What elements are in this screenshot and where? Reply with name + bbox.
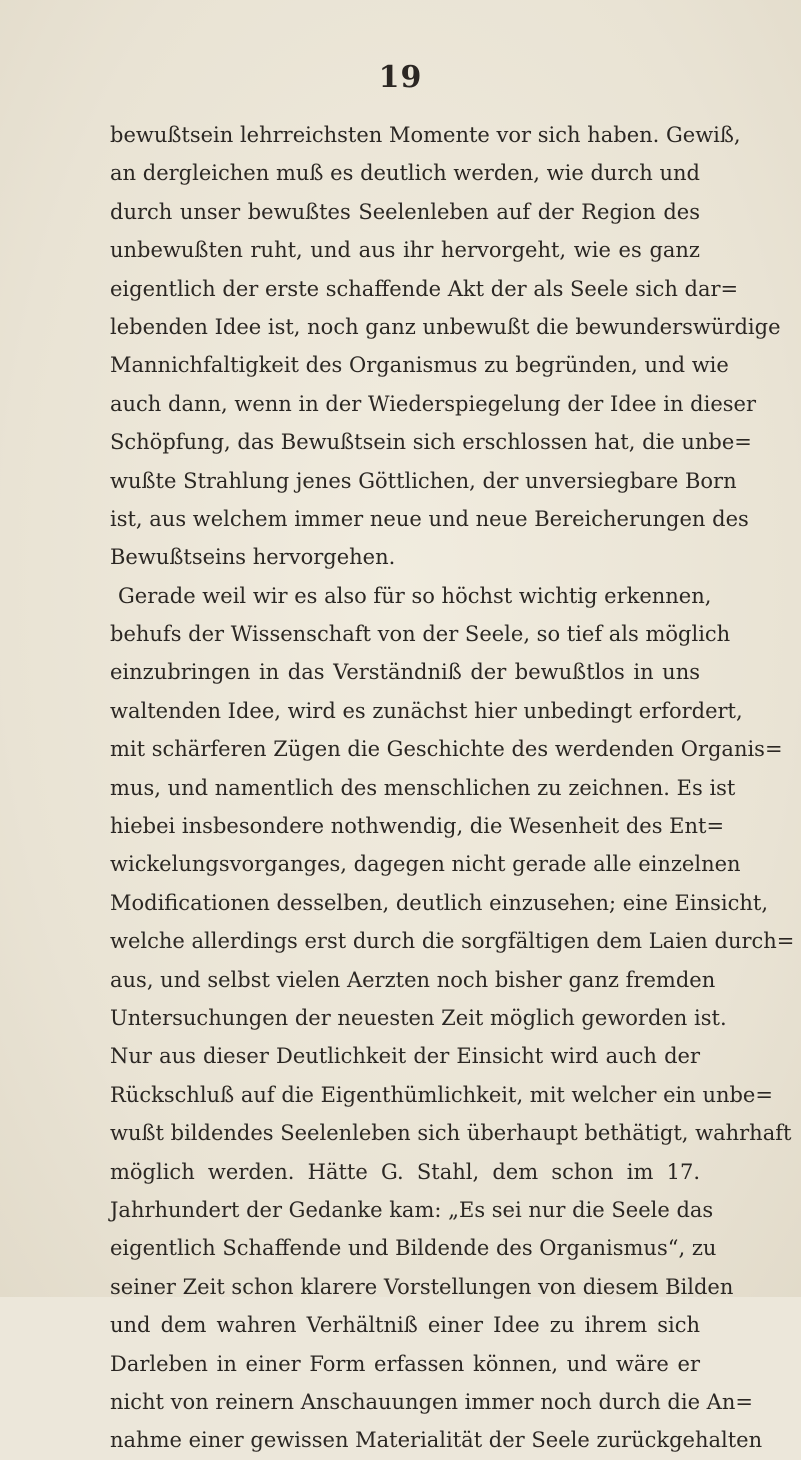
text-line: möglich werden. Hätte G. Stahl, dem schon im 17.	[110, 1159, 700, 1184]
text-line: durch unser bewußtes Seelenleben auf der Region des	[110, 199, 700, 224]
text-line: bewußtsein lehrreichsten Momente vor sich haben. Gewiß,	[110, 123, 741, 147]
text-line: wußt bildendes Seelenleben sich überhaupt bethätigt, wahrhaft	[110, 1121, 792, 1146]
text-line: behufs der Wissenschaft von der Seele, so tief als möglich	[110, 622, 731, 647]
text-line: aus, und selbst vielen Aerzten noch bisher ganz fremden	[110, 967, 716, 992]
text-line: waltenden Idee, wird es zunächst hier unbedingt erfordert,	[110, 698, 743, 723]
text-line: Schöpfung, das Bewußtsein sich erschlossen hat, die unbe=	[110, 430, 752, 455]
text-line: wickelungsvorganges, dagegen nicht gerade alle einzelnen	[110, 852, 741, 877]
text-line: ist, aus welchem immer neue und neue Bereicherungen des	[110, 506, 749, 531]
text-line: seiner Zeit schon klarere Vorstellungen von diesem Bilden	[110, 1274, 734, 1299]
text-line: unbewußten ruht, und aus ihr hervorgeht, wie es ganz	[110, 238, 700, 263]
text-line: Bewußtseins hervorgehen.	[110, 545, 396, 570]
body-text	[110, 116, 795, 1460]
text-line: auch dann, wenn in der Wiederspiegelung der Idee in dieser	[110, 391, 756, 416]
text-line: eigentlich Schaffende und Bildende des Organismus“, zu	[110, 1236, 717, 1261]
text-line: hiebei insbesondere nothwendig, die Wesenheit des Ent=	[110, 814, 725, 839]
text-line: Mannichfaltigkeit des Organismus zu begründen, und wie	[110, 353, 729, 378]
page-number: 19	[378, 60, 423, 95]
text-line: an dergleichen muß es deutlich werden, wie durch und	[110, 161, 700, 186]
text-line: Jahrhundert der Gedanke kam: „Es sei nur die Seele das	[110, 1197, 714, 1222]
text-line: lebenden Idee ist, noch ganz unbewußt die bewunderswürdige	[110, 314, 781, 339]
text-line: Gerade weil wir es also für so höchst wichtig erkennen,	[118, 583, 712, 608]
text-line: Rückschluß auf die Eigenthümlichkeit, mit welcher ein unbe=	[110, 1082, 773, 1107]
text-line: Untersuchungen der neuesten Zeit möglich geworden ist.	[110, 1005, 727, 1030]
text-line: Darleben in einer Form erfassen können, und wäre er	[110, 1351, 700, 1376]
text-line: eigentlich der erste schaffende Akt der als Seele sich dar=	[110, 276, 739, 301]
text-line: mus, und namentlich des menschlichen zu zeichnen. Es ist	[110, 775, 736, 800]
text-line: wußte Strahlung jenes Göttlichen, der unversiegbare Born	[110, 468, 737, 493]
text-line: einzubringen in das Verständniß der bewußtlos in uns	[110, 660, 700, 685]
text-line: und dem wahren Verhältniß einer Idee zu ihrem sich	[110, 1313, 700, 1338]
text-line: welche allerdings erst durch die sorgfältigen dem Laien durch=	[110, 929, 795, 954]
text-line: Modificationen desselben, deutlich einzusehen; eine Einsicht,	[110, 890, 769, 915]
text-line: Nur aus dieser Deutlichkeit der Einsicht wird auch der	[110, 1044, 700, 1069]
text-line: nahme einer gewissen Materialität der Seele zurückgehalten	[110, 1428, 763, 1453]
text-line: nicht von reinern Anschauungen immer noch durch die An=	[110, 1389, 753, 1414]
text-line: mit schärferen Zügen die Geschichte des werdenden Organis=	[110, 737, 783, 762]
